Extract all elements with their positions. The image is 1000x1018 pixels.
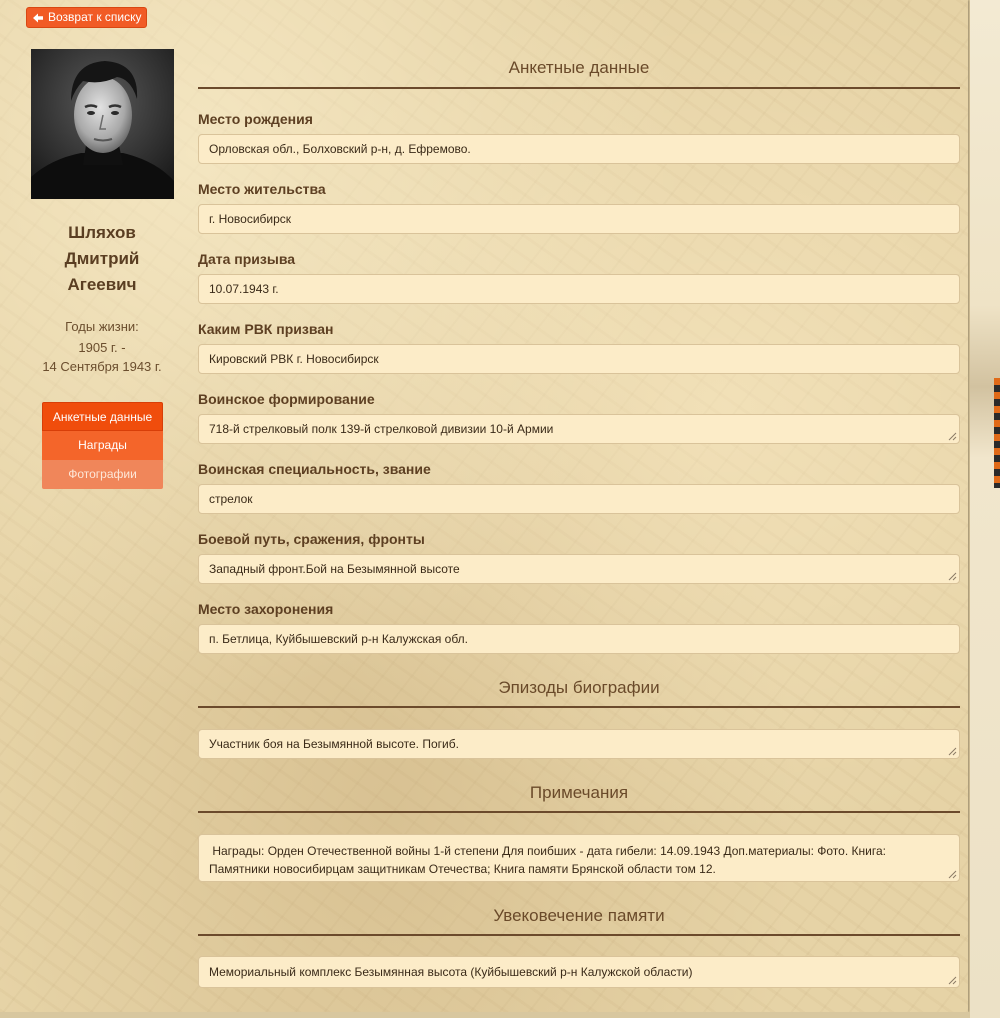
back-button-label: Возврат к списку [48, 10, 142, 24]
resize-handle-icon[interactable] [948, 432, 957, 441]
first-name: Дмитрий [64, 249, 140, 268]
field-burial-place[interactable]: п. Бетлица, Куйбышевский р-н Калужская обл. [198, 624, 960, 654]
resize-handle-icon[interactable] [948, 747, 957, 756]
section-title-biography: Эпизоды биографии [498, 678, 660, 697]
side-nav [42, 402, 163, 489]
military-unit-text: 718-й стрелковый полк 139-й стрелковой дивизии 10-й Армии [209, 422, 554, 436]
field-conscription-office[interactable]: Кировский РВК г. Новосибирск [198, 344, 960, 374]
person-name [22, 220, 182, 298]
biography-text: Участник боя на Безымянной высоте. Погиб. [209, 737, 459, 751]
section-divider [198, 706, 960, 708]
right-edge [970, 0, 1000, 1018]
section-title-profile: Анкетные данные [508, 58, 650, 77]
label-specialty-rank: Воинская специальность, звание [198, 461, 431, 477]
combat-path-text: Западный фронт.Бой на Безымянной высоте [209, 562, 460, 576]
label-conscription-date: Дата призыва [198, 251, 296, 267]
nav-awards[interactable]: Награды [42, 431, 163, 460]
label-birthplace: Место рождения [198, 111, 313, 127]
life-years-label: Годы жизни: [65, 319, 139, 334]
field-combat-path[interactable] [198, 554, 960, 584]
nav-photos[interactable]: Фотографии [42, 460, 163, 489]
field-residence[interactable]: г. Новосибирск [198, 204, 960, 234]
section-divider [198, 87, 960, 89]
resize-handle-icon[interactable] [948, 572, 957, 581]
resize-handle-icon[interactable] [948, 976, 957, 985]
field-conscription-date[interactable]: 10.07.1943 г. [198, 274, 960, 304]
label-military-unit: Воинское формирование [198, 391, 375, 407]
notes-text: Награды: Орден Отечественной войны 1-й степени Для поибших - дата гибели: 14.09.1943 Доп.материалы: Фото. Книга: Памятники новосибирцам защитникам Отечества; Книга памяти Брянской области том 12. [209, 844, 890, 876]
st-george-ribbon [994, 378, 1000, 488]
field-military-unit[interactable] [198, 414, 960, 444]
section-title-notes: Примечания [529, 783, 629, 802]
resize-handle-icon[interactable] [948, 870, 957, 879]
label-residence: Место жительства [198, 181, 326, 197]
surname: Шляхов [68, 223, 136, 242]
bottom-edge [0, 1012, 970, 1018]
arrow-left-icon [32, 12, 44, 24]
portrait-photo [31, 49, 174, 199]
section-divider [198, 934, 960, 936]
back-to-list-button[interactable] [26, 7, 147, 28]
label-burial-place: Место захоронения [198, 601, 334, 617]
field-birthplace[interactable]: Орловская обл., Болховский р-н, д. Ефремово. [198, 134, 960, 164]
section-title-memory: Увековечение памяти [493, 906, 665, 925]
patronymic: Агеевич [67, 275, 137, 294]
field-memory[interactable] [198, 956, 960, 988]
memory-text: Мемориальный комплекс Безымянная высота (Куйбышевский р-н Калужской области) [209, 965, 693, 979]
death-date: 14 Сентября 1943 г. [42, 359, 162, 374]
label-combat-path: Боевой путь, сражения, фронты [198, 531, 425, 547]
birth-year: 1905 г. - [78, 340, 126, 355]
section-divider [198, 811, 960, 813]
field-biography[interactable] [198, 729, 960, 759]
nav-profile[interactable]: Анкетные данные [42, 402, 163, 431]
label-conscription-office: Каким РВК призван [198, 321, 334, 337]
field-specialty-rank[interactable]: стрелок [198, 484, 960, 514]
field-notes[interactable] [198, 834, 960, 882]
